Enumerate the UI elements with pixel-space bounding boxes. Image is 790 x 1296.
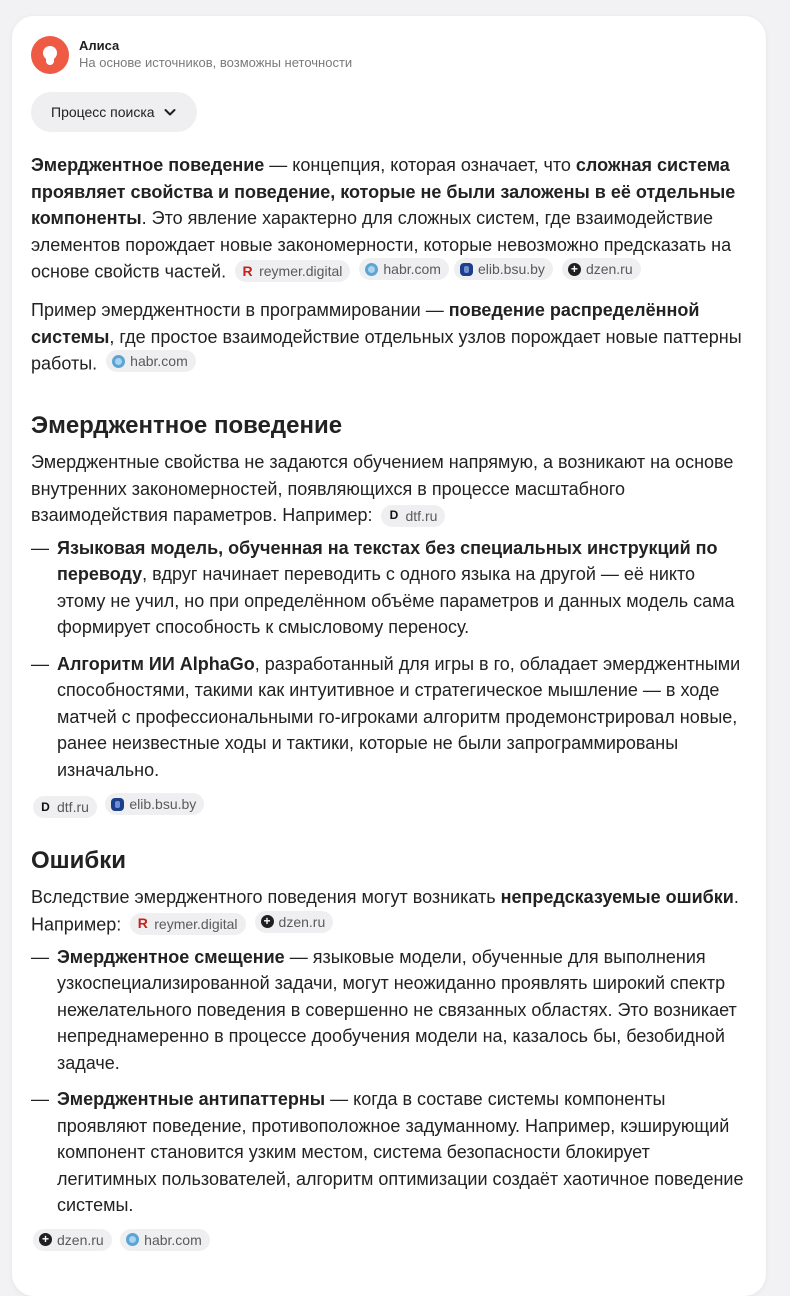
source-chip-dtf[interactable] bbox=[381, 505, 445, 527]
text-span: — когда в составе системы компоненты проявляют поведение, противоположное задуманному. Например, кэширующий компонент становится узким местом, система безопасности блокирует легитимных пользователей, алгоритм оптимизации создаёт хаотичное поведение системы. bbox=[57, 1089, 744, 1215]
answer-header bbox=[31, 36, 747, 74]
source-label: dtf.ru bbox=[405, 507, 438, 524]
alice-logo-icon bbox=[31, 36, 69, 74]
source-label: dzen.ru bbox=[57, 1231, 104, 1248]
dzen-icon bbox=[39, 1233, 52, 1246]
source-chip-habr[interactable] bbox=[359, 258, 449, 280]
bsu-icon bbox=[460, 263, 473, 276]
bold-term: непредсказуемые ошибки bbox=[500, 887, 734, 907]
source-chip-habr[interactable] bbox=[106, 350, 196, 372]
source-label: habr.com bbox=[130, 353, 188, 369]
source-chip-reymer[interactable] bbox=[130, 913, 245, 935]
assistant-name: Алиса bbox=[79, 38, 120, 53]
section-heading-emergent: Эмерджентное поведение bbox=[31, 412, 343, 439]
text-span: Эмерджентные свойства не задаются обучением напрямую, а возникают на основе внутренних закономерностей, появляющихся в процессе масштабного взаимодействия параметров. Например: bbox=[31, 452, 734, 525]
source-chip-dzen[interactable] bbox=[255, 911, 334, 933]
text-span: — языковые модели, обученные для выполнения узкоспециализированной задачи, могут неожиданно проявлять широкий спектр нежелательного поведения в совершенно не связанных областях. Это возникает непреднамеренно в процессе дообучения модели на, казалось бы, безобидной задаче. bbox=[57, 946, 737, 1073]
source-label: elib.bsu.by bbox=[129, 796, 197, 812]
list-item bbox=[31, 535, 747, 641]
dtf-icon: D bbox=[389, 508, 399, 522]
source-label: reymer.digital bbox=[154, 915, 238, 932]
source-chip-reymer[interactable] bbox=[235, 260, 350, 282]
source-chip-dtf[interactable] bbox=[33, 796, 97, 818]
text-span: , вдруг начинает переводить с одного языка на другой — её никто этому не учил, но при определённом объёме параметров и данных модель сама формирует способность к смысловому переносу. bbox=[57, 564, 735, 637]
source-chip-bsu[interactable] bbox=[105, 793, 204, 815]
reymer-icon: R bbox=[242, 262, 253, 279]
text-span: . Например: bbox=[31, 887, 739, 934]
source-label: dzen.ru bbox=[585, 261, 633, 277]
text-span: , разработанный для игры в го, обладает эмерджентными способностями, такими как интуитивное и стратегическое мышление — в ходе матчей с профессиональными го-игроками алгоритм продемонстрировал новые, ранее неизвестные ходы и тактики, которые не были запрограммированы изначально. bbox=[57, 653, 741, 780]
bold-term: Эмерджентное поведение bbox=[31, 155, 265, 175]
list-item bbox=[31, 944, 747, 1077]
section-heading-errors: Ошибки bbox=[31, 847, 127, 874]
section2-intro bbox=[31, 884, 747, 938]
source-label: reymer.digital bbox=[259, 263, 343, 279]
source-label: elib.bsu.by bbox=[477, 261, 545, 277]
text-span: , где простое взаимодействие отдельных узлов порождает новые паттерны работы. bbox=[31, 326, 742, 374]
bold-term: Алгоритм ИИ AlphaGo bbox=[57, 653, 255, 674]
source-label: habr.com bbox=[383, 261, 441, 277]
section1-list bbox=[31, 535, 747, 784]
disclaimer-text: На основе источников, возможны неточности bbox=[79, 55, 353, 70]
chevron-down-icon bbox=[163, 105, 177, 119]
search-process-button[interactable] bbox=[31, 92, 197, 132]
habr-icon bbox=[112, 355, 125, 368]
section2-sources bbox=[31, 1229, 747, 1254]
intro-paragraph bbox=[31, 152, 747, 285]
list-item bbox=[31, 651, 747, 784]
dtf-icon: D bbox=[41, 799, 50, 814]
text-span: Пример эмерджентности в программировании — bbox=[31, 300, 449, 320]
bold-term: поведение распределённой системы bbox=[31, 300, 700, 347]
source-chip-bsu[interactable] bbox=[454, 258, 553, 280]
example-paragraph bbox=[31, 297, 747, 377]
source-label: dtf.ru bbox=[57, 799, 89, 815]
reymer-icon: R bbox=[137, 915, 148, 931]
bold-term: Эмерджентное смещение bbox=[57, 946, 285, 967]
habr-icon bbox=[365, 263, 378, 276]
source-chip-dzen[interactable] bbox=[562, 258, 641, 280]
section1-sources bbox=[31, 793, 747, 818]
bsu-icon bbox=[111, 798, 124, 811]
answer-card bbox=[12, 16, 766, 1296]
bold-definition: сложная система проявляет свойства и поведение, которые не были заложены в её отдельные компоненты bbox=[31, 155, 736, 228]
section2-list bbox=[31, 944, 747, 1219]
source-chip-habr[interactable] bbox=[120, 1229, 210, 1251]
list-item bbox=[31, 1086, 747, 1219]
source-chip-dzen[interactable] bbox=[33, 1229, 112, 1251]
habr-icon bbox=[126, 1233, 139, 1246]
text-span: — концепция, которая означает, что bbox=[264, 155, 576, 175]
bold-term: Эмерджентные антипаттерны bbox=[57, 1089, 326, 1109]
dzen-icon bbox=[261, 915, 274, 928]
search-process-label: Процесс поиска bbox=[51, 104, 155, 120]
dzen-icon bbox=[568, 263, 581, 276]
source-label: habr.com bbox=[144, 1231, 202, 1248]
source-label: dzen.ru bbox=[278, 913, 326, 930]
bold-term: Языковая модель, обученная на текстах без специальных инструкций по переводу bbox=[57, 537, 718, 584]
section1-intro bbox=[31, 449, 747, 529]
text-span: . Это явление характерно для сложных систем, где взаимодействие элементов порождает новые закономерности, которые невозможно предсказать на основе свойств частей. bbox=[31, 208, 732, 282]
text-span: Вследствие эмерджентного поведения могут возникать bbox=[31, 887, 501, 907]
